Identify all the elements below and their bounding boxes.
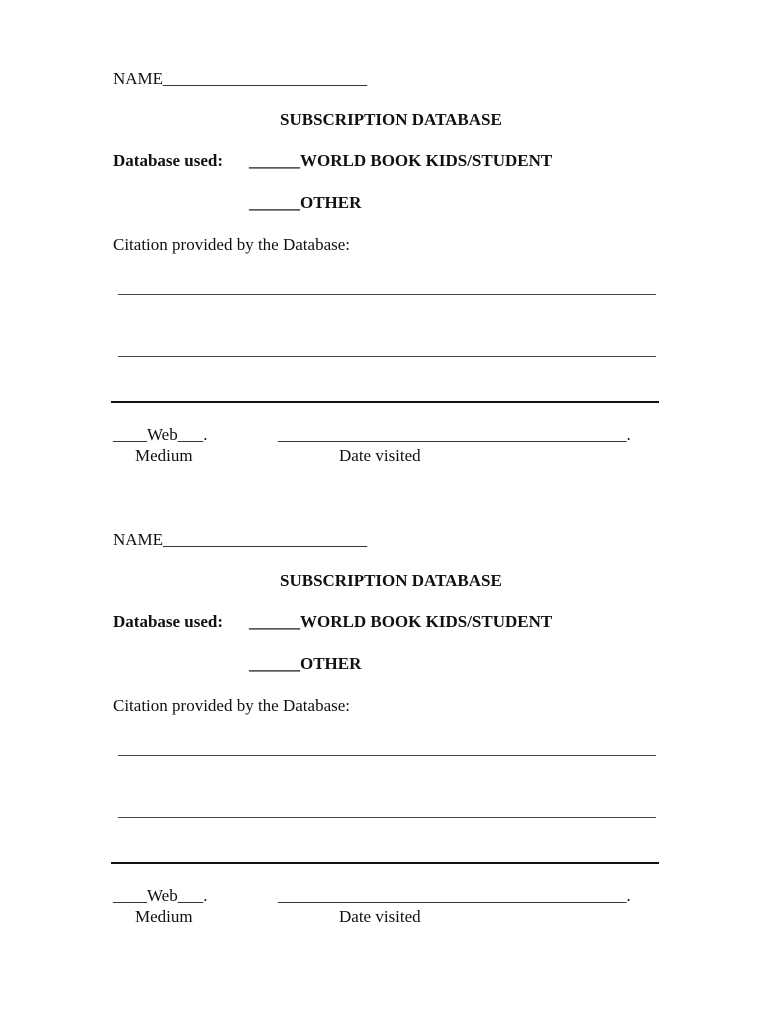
citation-blank-line	[118, 755, 656, 756]
date-visited-blank: _________________________________________.	[278, 886, 631, 905]
citation-label: Citation provided by the Database:	[113, 696, 350, 715]
citation-form-1	[0, 0, 770, 465]
citation-label: Citation provided by the Database:	[113, 235, 350, 254]
citation-divider	[111, 401, 659, 403]
database-option-world-book: ______WORLD BOOK KIDS/STUDENT	[249, 151, 553, 170]
database-option-other: ______OTHER	[249, 193, 362, 212]
medium-caption: Medium	[135, 907, 193, 926]
database-option-world-book: ______WORLD BOOK KIDS/STUDENT	[249, 612, 553, 631]
name-field: NAME________________________	[113, 530, 368, 549]
form-heading: SUBSCRIPTION DATABASE	[280, 110, 502, 129]
citation-blank-line	[118, 356, 656, 357]
citation-divider	[111, 862, 659, 864]
medium-caption: Medium	[135, 446, 193, 465]
form-heading: SUBSCRIPTION DATABASE	[280, 571, 502, 590]
database-used-label: Database used:	[113, 612, 224, 631]
citation-form-2	[0, 461, 770, 926]
medium-value: ____Web___.	[113, 886, 208, 905]
citation-blank-line	[118, 817, 656, 818]
name-field: NAME________________________	[113, 69, 368, 88]
database-used-label: Database used:	[113, 151, 224, 170]
date-visited-caption: Date visited	[339, 907, 421, 926]
database-option-other: ______OTHER	[249, 654, 362, 673]
date-visited-blank: _________________________________________.	[278, 425, 631, 444]
citation-blank-line	[118, 294, 656, 295]
date-visited-caption: Date visited	[339, 446, 421, 465]
medium-value: ____Web___.	[113, 425, 208, 444]
